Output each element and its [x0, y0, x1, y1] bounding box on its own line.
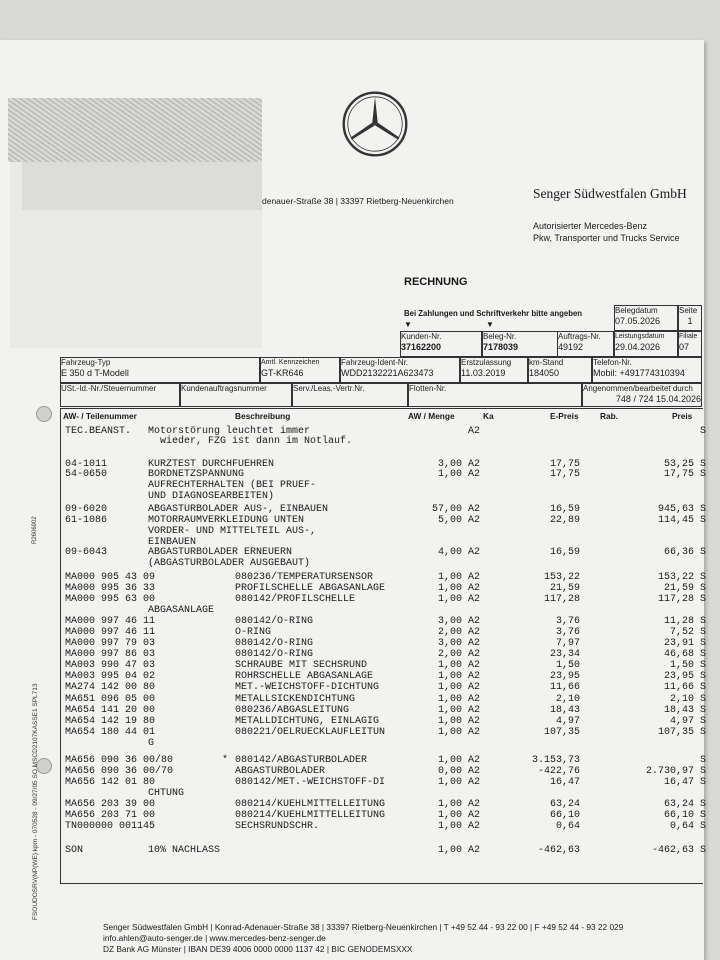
cell-tax-flag: S	[700, 426, 707, 437]
table-row	[0, 559, 700, 569]
flotten-nr-box: Flotten-Nr.	[408, 383, 582, 407]
cell-tax-flag: S	[700, 682, 707, 693]
cell-code: MA656 090 36 00/80	[65, 755, 174, 766]
col-header-qty: AW / Menge	[408, 411, 455, 421]
cell-price: 7,52	[669, 627, 694, 638]
cell-tax-flag: S	[700, 755, 707, 766]
cell-code: MA000 997 46 11	[65, 616, 156, 627]
company-name: Senger Südwestfalen GmbH	[533, 186, 687, 201]
cell-ka: A2	[468, 777, 481, 788]
cell-tax-flag: S	[700, 845, 707, 856]
cell-ka: A2	[468, 845, 481, 856]
cell-tax-flag: S	[700, 694, 707, 705]
cell-ka: A2	[468, 616, 481, 627]
cell-tax-flag: S	[700, 627, 707, 638]
address-window	[10, 162, 262, 348]
cell-description: CHTUNG	[148, 788, 185, 799]
mercedes-star-logo	[341, 90, 409, 158]
side-code-text: R2606902	[32, 516, 38, 544]
table-row	[0, 572, 707, 583]
table-row	[0, 694, 707, 705]
cell-code: 09-6043	[65, 547, 108, 558]
cell-price: 11,28	[663, 616, 694, 627]
cell-code: MA003 990 47 03	[65, 660, 156, 671]
table-row	[0, 821, 707, 832]
cell-price: 17,75	[663, 469, 694, 480]
cell-description: EINBAUEN	[148, 537, 197, 548]
cell-quantity: 2,00	[437, 649, 462, 660]
table-row	[0, 649, 707, 660]
cell-unit-price: 16,47	[549, 777, 580, 788]
cell-tax-flag: S	[700, 810, 707, 821]
cell-unit-price: 21,59	[549, 583, 580, 594]
cell-price: 53,25	[663, 459, 694, 470]
ident-nr-box: Fahrzeug-Ident-Nr. WDD2132221A623473	[340, 357, 460, 383]
cell-unit-price: -462,63	[537, 845, 580, 856]
cell-price: 0,64	[669, 821, 694, 832]
cell-price: 114,45	[657, 515, 694, 526]
cell-ka: A2	[468, 515, 481, 526]
cell-description: 080142/PROFILSCHELLE	[235, 594, 356, 605]
cell-code: TN000000 001145	[65, 821, 156, 832]
cell-ka: A2	[468, 766, 481, 777]
table-row	[0, 547, 707, 558]
punch-hole	[36, 406, 52, 422]
cell-tax-flag: S	[700, 594, 707, 605]
table-row	[0, 660, 707, 671]
cell-description: 080142/O-RING	[235, 649, 314, 660]
cell-ka: A2	[468, 426, 481, 437]
cell-code: 04-1011	[65, 459, 108, 470]
cell-code: MA003 995 04 02	[65, 671, 156, 682]
cell-ka: A2	[468, 671, 481, 682]
seite-box: Seite 1	[678, 305, 702, 331]
table-row	[0, 682, 707, 693]
cell-code: MA654 180 44 01	[65, 727, 156, 738]
table-row	[0, 727, 707, 738]
marker-icon: ▼	[486, 320, 494, 329]
cell-description: ABGASTURBOLADER AUS-, EINBAUEN	[148, 504, 329, 515]
table-row	[0, 845, 707, 856]
cell-ka: A2	[468, 660, 481, 671]
cell-ka: A2	[468, 727, 481, 738]
kundenauftrag-box: Kundenauftragsnummer	[180, 383, 292, 407]
beleg-nr-box: Beleg-Nr. 7178039	[482, 331, 558, 357]
cell-ka: A2	[468, 716, 481, 727]
cell-price: 945,63	[657, 504, 694, 515]
cell-ka: A2	[468, 572, 481, 583]
cell-ka: A2	[468, 799, 481, 810]
table-row	[0, 616, 707, 627]
telefon-box: Telefon-Nr. Mobil: +491774310394	[592, 357, 702, 383]
cell-unit-price: 3,76	[555, 616, 580, 627]
cell-ka: A2	[468, 583, 481, 594]
cell-quantity: 1,00	[437, 705, 462, 716]
cell-code: SON	[65, 845, 84, 856]
cell-code: MA000 997 46 11	[65, 627, 156, 638]
cell-unit-price: 117,28	[543, 594, 580, 605]
cell-tax-flag: S	[700, 469, 707, 480]
table-row	[0, 705, 707, 716]
address-sticker	[8, 98, 262, 162]
cell-unit-price: 23,34	[549, 649, 580, 660]
cell-price: 18,43	[663, 705, 694, 716]
table-row	[0, 777, 707, 788]
col-header-code: AW- / Teilenummer	[63, 411, 137, 421]
cell-description: (ABGASTURBOLADER AUSGEBAUT)	[148, 558, 311, 569]
cell-ka: A2	[468, 459, 481, 470]
cell-quantity: 1,00	[437, 716, 462, 727]
cell-description: 080142/MET.-WEICHSTOFF-DI	[235, 777, 386, 788]
cell-quantity: 1,00	[437, 810, 462, 821]
cell-description: G	[148, 738, 155, 749]
cell-ka: A2	[468, 594, 481, 605]
cell-description: 080236/TEMPERATURSENSOR	[235, 572, 374, 583]
cell-description: O-RING	[235, 627, 272, 638]
cell-code: 54-0650	[65, 469, 108, 480]
cell-quantity: 2,00	[437, 627, 462, 638]
cell-unit-price: 22,89	[549, 515, 580, 526]
cell-description: METALLDICHTUNG, EINLAGIG	[235, 716, 380, 727]
cell-code: MA000 995 36 33	[65, 583, 156, 594]
cell-description: UND DIAGNOSEARBEITEN)	[148, 491, 275, 502]
cell-unit-price: 1,50	[555, 660, 580, 671]
cell-tax-flag: S	[700, 671, 707, 682]
cell-quantity: 0,00	[437, 766, 462, 777]
cell-unit-price: -422,76	[537, 766, 580, 777]
cell-tax-flag: S	[700, 616, 707, 627]
cell-ka: A2	[468, 755, 481, 766]
cell-description: VORDER- UND MITTELTEIL AUS-,	[148, 526, 317, 537]
cell-unit-price: 18,43	[549, 705, 580, 716]
table-row	[0, 716, 707, 727]
cell-code: MA651 096 05 00	[65, 694, 156, 705]
serv-leas-box: Serv./Leas.-Vertr.Nr.	[292, 383, 408, 407]
cell-ka: A2	[468, 469, 481, 480]
cell-tax-flag: S	[700, 638, 707, 649]
table-row	[0, 627, 707, 638]
cell-price: 2.730,97	[645, 766, 694, 777]
cell-description: 080142/ABGASTURBOLADER	[235, 755, 368, 766]
cell-tax-flag: S	[700, 547, 707, 558]
table-row	[0, 606, 700, 616]
km-stand-box: km-Stand 184050	[528, 357, 592, 383]
cell-quantity: 1,00	[437, 727, 462, 738]
cell-code: MA000 997 79 03	[65, 638, 156, 649]
cell-unit-price: 16,59	[549, 547, 580, 558]
cell-quantity: 3,00	[437, 616, 462, 627]
cell-description: ABGASTURBOLADER	[235, 766, 326, 777]
table-row	[0, 810, 707, 821]
table-row	[0, 789, 700, 799]
cell-code: MA000 997 86 03	[65, 649, 156, 660]
cell-description: 10% NACHLASS	[148, 845, 221, 856]
kennzeichen-box: Amtl. Kennzeichen GT-KR646	[260, 357, 340, 383]
cell-description: BORDNETZSPANNUNG	[148, 469, 245, 480]
cell-code: MA000 995 63 00	[65, 594, 156, 605]
cell-unit-price: 107,35	[543, 727, 580, 738]
table-row	[0, 527, 700, 537]
cell-code: TEC.BEANST.	[65, 426, 132, 437]
document-title: RECHNUNG	[404, 276, 468, 288]
table-row	[0, 515, 707, 526]
cell-price: 16,47	[663, 777, 694, 788]
col-header-price: Preis	[672, 411, 693, 421]
cell-price: 21,59	[663, 583, 694, 594]
cell-tax-flag: S	[700, 799, 707, 810]
filiale-box: Filiale 07	[678, 331, 702, 357]
cell-unit-price: 17,75	[549, 459, 580, 470]
belegdatum-box: Belegdatum 07.05.2026	[614, 305, 678, 331]
cell-price: 63,24	[663, 799, 694, 810]
col-header-ka: Ka	[483, 411, 494, 421]
cell-description: 080221/OELRUECKLAUFLEITUN	[235, 727, 386, 738]
cell-description: AUFRECHTERHALTEN (BEI PRUEF-	[148, 480, 317, 491]
cell-ka: A2	[468, 821, 481, 832]
cell-unit-price: 11,66	[549, 682, 580, 693]
side-print-text: FSOUDOSRV(NP(WE) kpm - 070528 - 09/27/05 SO MSCD2107KASSE1 SPL713	[32, 683, 39, 920]
cell-description: ABGASTURBOLADER ERNEUERN	[148, 547, 293, 558]
cell-quantity: 3,00	[437, 638, 462, 649]
col-header-rab: Rab.	[600, 411, 618, 421]
table-row	[0, 739, 700, 749]
cell-description: MOTORRAUMVERKLEIDUNG UNTEN	[148, 515, 305, 526]
cell-price: 2,10	[669, 694, 694, 705]
cell-code: MA656 142 01 80	[65, 777, 156, 788]
cell-unit-price: 23,95	[549, 671, 580, 682]
cell-unit-price: 0,64	[555, 821, 580, 832]
cell-quantity: 3,00	[437, 459, 462, 470]
marker-icon: ▼	[404, 320, 412, 329]
cell-ka: A2	[468, 638, 481, 649]
company-subtitle: Autorisierter Mercedes-Benz Pkw, Transporter und Trucks Service	[533, 221, 680, 243]
cell-quantity: 5,00	[437, 515, 462, 526]
cell-price: 107,35	[657, 727, 694, 738]
sender-address: denauer-Straße 38 | 33397 Rietberg-Neuenkirchen	[262, 196, 454, 206]
col-header-desc: Beschreibung	[235, 411, 291, 421]
cell-description: SECHSRUNDSCHR.	[235, 821, 320, 832]
cell-quantity: 1,00	[437, 777, 462, 788]
cell-description: ROHRSCHELLE ABGASANLAGE	[235, 671, 374, 682]
reference-note: Bei Zahlungen und Schriftverkehr bitte angeben	[404, 309, 583, 318]
cell-description: wieder, FZG ist dann im Notlauf.	[148, 436, 353, 447]
table-row	[0, 755, 707, 766]
cell-unit-price: 3.153,73	[531, 755, 580, 766]
cell-unit-price: 16,59	[549, 504, 580, 515]
cell-unit-price: 66,10	[549, 810, 580, 821]
cell-price: 23,95	[663, 671, 694, 682]
cell-description: ABGASANLAGE	[148, 605, 215, 616]
col-header-ep: E-Preis	[550, 411, 579, 421]
cell-description: PROFILSCHELLE ABGASANLAGE	[235, 583, 386, 594]
table-row	[0, 638, 707, 649]
cell-ka: A2	[468, 705, 481, 716]
cell-description: Motorstörung leuchtet immer	[148, 426, 311, 437]
cell-tax-flag: S	[700, 583, 707, 594]
cell-ka: A2	[468, 810, 481, 821]
table-row	[0, 583, 707, 594]
cell-price: -462,63	[651, 845, 694, 856]
cell-description: KURZTEST DURCHFUEHREN	[148, 459, 275, 470]
table-row	[0, 671, 707, 682]
cell-price: 1,50	[669, 660, 694, 671]
table-row	[0, 437, 700, 447]
cell-quantity: 1,00	[437, 660, 462, 671]
cell-description: MET.-WEICHSTOFF-DICHTUNG	[235, 682, 380, 693]
cell-tax-flag: S	[700, 572, 707, 583]
table-row	[0, 799, 707, 810]
cell-code: MA656 090 36 00/70	[65, 766, 174, 777]
cell-unit-price: 153,22	[543, 572, 580, 583]
cell-tax-flag: S	[700, 705, 707, 716]
cell-quantity: 1,00	[437, 821, 462, 832]
ust-id-box: USt.-Id.-Nr./Steuernummer	[60, 383, 180, 407]
cell-quantity: 57,00	[431, 504, 462, 515]
cell-description: 080214/KUEHLMITTELLEITUNG	[235, 799, 386, 810]
cell-quantity: 1,00	[437, 572, 462, 583]
cell-code: MA000 905 43 09	[65, 572, 156, 583]
cell-price: 46,68	[663, 649, 694, 660]
cell-price: 117,28	[657, 594, 694, 605]
auftrags-nr-box: Auftrags-Nr. 49192	[557, 331, 614, 357]
cell-quantity: 1,00	[437, 755, 462, 766]
cell-quantity: 1,00	[437, 469, 462, 480]
cell-price: 11,66	[663, 682, 694, 693]
cell-tax-flag: S	[700, 716, 707, 727]
cell-code: MA656 203 71 00	[65, 810, 156, 821]
cell-unit-price: 3,76	[555, 627, 580, 638]
cell-code: 61-1086	[65, 515, 108, 526]
cell-ka: A2	[468, 682, 481, 693]
leistungsdatum-box: Leistungsdatum 29.04.2026	[614, 331, 678, 357]
cell-quantity: 1,00	[437, 671, 462, 682]
table-row	[0, 504, 707, 515]
cell-quantity: 1,00	[437, 583, 462, 594]
cell-unit-price: 63,24	[549, 799, 580, 810]
cell-tax-flag: S	[700, 766, 707, 777]
cell-description: 080142/O-RING	[235, 616, 314, 627]
cell-ka: A2	[468, 649, 481, 660]
cell-unit-price: 2,10	[555, 694, 580, 705]
cell-quantity: 1,00	[437, 845, 462, 856]
cell-tax-flag: S	[700, 459, 707, 470]
cell-unit-price: 17,75	[549, 469, 580, 480]
cell-price: 66,10	[663, 810, 694, 821]
erstzulassung-box: Erstzulassung 11.03.2019	[460, 357, 528, 383]
cell-code: MA274 142 00 80	[65, 682, 156, 693]
cell-price: 4,97	[669, 716, 694, 727]
cell-description: 080214/KUEHLMITTELLEITUNG	[235, 810, 386, 821]
table-row	[0, 766, 707, 777]
table-row	[0, 594, 707, 605]
cell-tax-flag: S	[700, 821, 707, 832]
cell-price: 153,22	[657, 572, 694, 583]
cell-description: 080142/O-RING	[235, 638, 314, 649]
cell-tax-flag: S	[700, 660, 707, 671]
table-row	[0, 481, 700, 491]
cell-unit-price: 4,97	[555, 716, 580, 727]
cell-ka: A2	[468, 504, 481, 515]
cell-tax-flag: S	[700, 777, 707, 788]
cell-ka: A2	[468, 694, 481, 705]
kunden-nr-box: Kunden-Nr. 37162200	[400, 331, 482, 357]
cell-tax-flag: S	[700, 504, 707, 515]
cell-quantity: 1,00	[437, 799, 462, 810]
fahrzeug-typ-box: Fahrzeug-Typ E 350 d T-Modell	[60, 357, 260, 383]
cell-code: MA656 203 39 00	[65, 799, 156, 810]
cell-price: 66,36	[663, 547, 694, 558]
cell-quantity: 4,00	[437, 547, 462, 558]
cell-tax-flag: S	[700, 515, 707, 526]
page-footer: Senger Südwestfalen GmbH | Konrad-Adenauer-Straße 38 | 33397 Rietberg-Neuenkirchen | T +49 52 44 - 93 22 00 | F +49 52 44 - 93 22 029 info.ahlen@auto-senger.de | www.mercedes-benz-senger.de DZ Bank AG Münster | IBAN DE39 4006 0000 0000 1137 42 | BIC GENODEMSXXX	[103, 922, 624, 954]
cell-ka: A2	[468, 547, 481, 558]
angenommen-box: Angenommen/bearbeitet durch 748 / 724 15.04.2026	[582, 383, 702, 407]
cell-quantity: 1,00	[437, 694, 462, 705]
asterisk-marker: *	[222, 755, 229, 766]
cell-price: 23,91	[663, 638, 694, 649]
table-row	[0, 469, 707, 480]
cell-description: SCHRAUBE MIT SECHSRUND	[235, 660, 368, 671]
cell-quantity: 1,00	[437, 682, 462, 693]
cell-quantity: 1,00	[437, 594, 462, 605]
cell-tax-flag: S	[700, 649, 707, 660]
cell-description: 080236/ABGASLEITUNG	[235, 705, 350, 716]
cell-tax-flag: S	[700, 727, 707, 738]
cell-ka: A2	[468, 627, 481, 638]
table-row	[0, 492, 700, 502]
cell-description: METALLSICKENDICHTUNG	[235, 694, 356, 705]
cell-code: MA654 142 19 80	[65, 716, 156, 727]
cell-code: 09-6020	[65, 504, 108, 515]
cell-unit-price: 7,97	[555, 638, 580, 649]
cell-code: MA654 141 20 00	[65, 705, 156, 716]
